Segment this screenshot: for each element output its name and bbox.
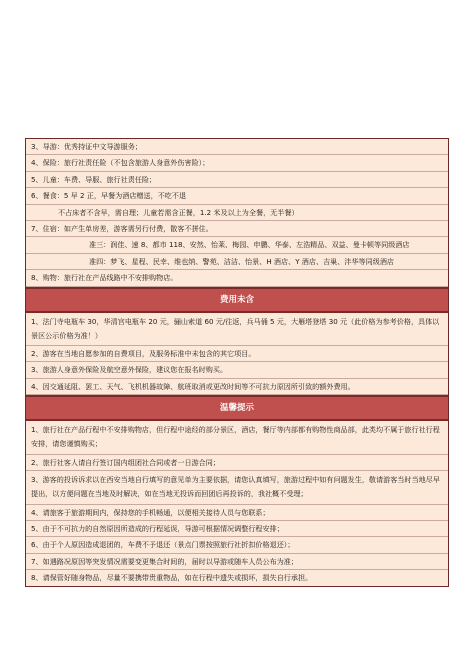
list-item: 3、旅游人身意外保险及航空意外保险，建议您在报名时购买。 bbox=[26, 362, 448, 378]
list-item: 5、由于不可抗力的自然原因所造成的行程延误，导游可根据情况调整行程安排； bbox=[26, 521, 448, 537]
itinerary-table bbox=[25, 138, 449, 587]
list-item: 5、儿童：车费、导服、旅行社责任险； bbox=[26, 172, 448, 188]
list-item: 7、住宿：如产生单房差，游客需另行付费，散客不拼住。 bbox=[26, 221, 448, 237]
section-header-tips: 温馨提示 bbox=[26, 395, 448, 421]
list-item: 4、因交通延阻、罢工、天气、飞机机器故障、航班取消或更改时间等不可抗力原因所引致的额外费用。 bbox=[26, 379, 448, 395]
list-item: 7、如遇路况原因等突发情况需要变更集合时间的，届时以导游或随车人员公布为准； bbox=[26, 554, 448, 570]
list-item: 3、游客的投诉诉求以在西安当地自行填写的意见单为主要依据，请您认真填写，旅游过程中如有问题发生，敬请游客当时当地尽早提出，以方便问题在当地及时解决，如在当地无投诉而回团后再投诉的，我社概不受理； bbox=[26, 471, 448, 504]
list-item: 准三：润佳、速 8、都市 118、安然、怡莱、梅园、申鹏、华泰、左浩精品、双益、曼卡顿等同级酒店 bbox=[26, 237, 448, 253]
list-item: 8、请保管好随身物品，尽量不要携带贵重物品，如在行程中遗失或损坏，损失自行承担。 bbox=[31, 573, 313, 583]
list-item: 4、请旅客于旅游期间内，保持您的手机畅通，以便相关接待人员与您联系； bbox=[26, 505, 448, 521]
list-item: 6、由于个人原因造成退团的，车费不予退还（景点门票按照旅行社折扣价格退还）； bbox=[26, 537, 448, 553]
section-header-fees: 费用未含 bbox=[26, 287, 448, 313]
list-item: 2、游客在当地自愿参加的自费项目，及服务标准中未包含的其它项目。 bbox=[26, 346, 448, 362]
list-item: 4、保险：旅行社责任险（不包含旅游人身意外伤害险）； bbox=[26, 155, 448, 171]
list-item: 2、旅行社客人请自行签订国内组团社合同或者一日游合同； bbox=[26, 455, 448, 471]
list-item: 6、餐食：5 早 2 正，早餐为酒店赠送，不吃不退 bbox=[26, 188, 448, 204]
list-item: 1、法门寺电瓶车 30，华清宫电瓶车 20 元，骊山索道 60 元/往返，兵马俑 5 元，大雁塔登塔 30 元（此价格为参考价格，具体以景区公示价格为准！） bbox=[26, 313, 448, 346]
list-item: 8、购物：旅行社在产品线路中不安排购物店。 bbox=[26, 270, 448, 286]
list-item: 1、旅行社在产品行程中不安排购物店，但行程中途经的部分景区，酒店，餐厅等内部都有购物性商品部，此类均不属于旅行社行程安排，请您谨慎购买； bbox=[26, 421, 448, 454]
list-item: 不占床者不含早，需自理；儿童若需含正餐，1.2 米及以上为全餐，无半餐） bbox=[26, 205, 448, 221]
list-item: 准四：梦飞、星程、民幸、维也纳、警苑、洁洁、怡景、H 酒店、Y 酒店、吉巢、沣华等同级酒店 bbox=[26, 254, 448, 270]
list-item: 3、导游：优秀持证中文导游服务； bbox=[26, 139, 448, 155]
